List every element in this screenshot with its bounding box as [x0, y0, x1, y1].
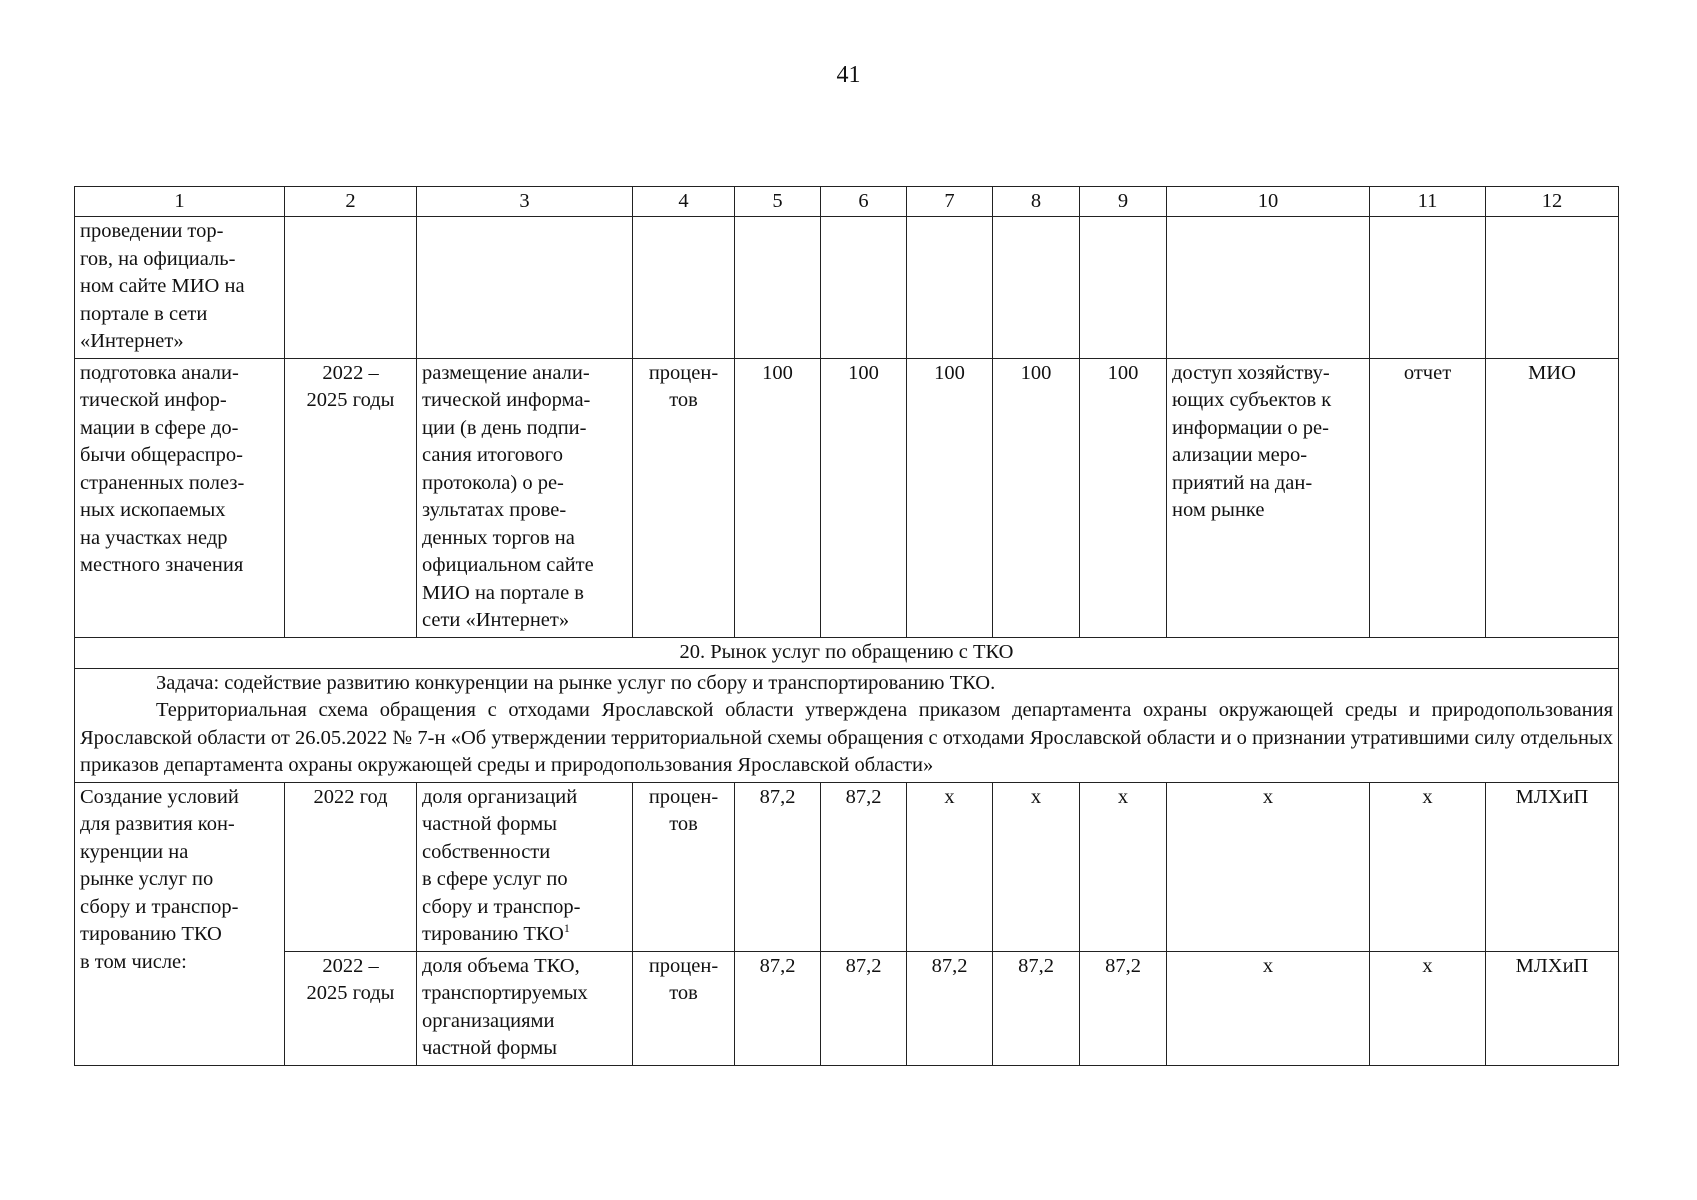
- empty-cell: [1167, 217, 1370, 359]
- header-cell: 1: [75, 187, 285, 217]
- period-cell: 2022 – 2025 годы: [285, 951, 417, 1065]
- empty-cell: [907, 217, 993, 359]
- measure-cell: Создание условий для развития кон- куренции на рынке услуг по сбору и транспор- тированию ТКО в том числе:: [75, 782, 285, 1065]
- table-row: [75, 951, 1619, 1065]
- value-cell: х: [907, 782, 993, 951]
- unit-cell: процен- тов: [633, 951, 735, 1065]
- header-cell: 8: [993, 187, 1080, 217]
- task-row: [75, 668, 1619, 782]
- unit-cell: процен- тов: [633, 358, 735, 637]
- empty-cell: [633, 217, 735, 359]
- value-cell: 100: [735, 358, 821, 637]
- header-row: [75, 187, 1619, 217]
- table-row: [75, 782, 1619, 951]
- value-cell: 87,2: [993, 951, 1080, 1065]
- header-cell: 11: [1370, 187, 1486, 217]
- result-cell: х: [1167, 782, 1370, 951]
- value-cell: 87,2: [735, 782, 821, 951]
- footnote-marker: 1: [563, 921, 570, 936]
- value-cell: 100: [907, 358, 993, 637]
- header-cell: 9: [1080, 187, 1167, 217]
- empty-cell: [1080, 217, 1167, 359]
- empty-cell: [993, 217, 1080, 359]
- executor-cell: МИО: [1486, 358, 1619, 637]
- empty-cell: [1486, 217, 1619, 359]
- header-cell: 4: [633, 187, 735, 217]
- unit-cell: процен- тов: [633, 782, 735, 951]
- value-cell: 87,2: [1080, 951, 1167, 1065]
- document-type-cell: отчет: [1370, 358, 1486, 637]
- header-cell: 5: [735, 187, 821, 217]
- measure-cell: проведении тор- гов, на официаль- ном сайте МИО на портале в сети «Интернет»: [75, 217, 285, 359]
- result-cell: х: [1167, 951, 1370, 1065]
- task-description: [75, 668, 1619, 782]
- value-cell: 87,2: [907, 951, 993, 1065]
- document-type-cell: х: [1370, 782, 1486, 951]
- empty-cell: [821, 217, 907, 359]
- header-cell: 3: [417, 187, 633, 217]
- indicator-cell: [417, 782, 633, 951]
- result-cell: доступ хозяйству- ющих субъектов к информации о ре- ализации меро- приятий на дан- ном рынке: [1167, 358, 1370, 637]
- indicator-text: доля организаций частной формы собственности в сфере услуг по сбору и транспор- тированию ТКО: [422, 785, 581, 945]
- measure-cell: подготовка анали- тической инфор- мации в сфере до- бычи общераспро- страненных полез- ных ископаемых на участках недр местного значения: [75, 358, 285, 637]
- page-number: 41: [836, 62, 861, 88]
- executor-cell: МЛХиП: [1486, 951, 1619, 1065]
- task-text: Задача: содействие развитию конкуренции на рынке услуг по сбору и транспортированию ТКО.: [156, 671, 996, 694]
- value-cell: 87,2: [735, 951, 821, 1065]
- document-type-cell: х: [1370, 951, 1486, 1065]
- table-row: [75, 217, 1619, 359]
- value-cell: 87,2: [821, 951, 907, 1065]
- section-title: 20. Рынок услуг по обращению с ТКО: [75, 637, 1619, 668]
- value-cell: х: [1080, 782, 1167, 951]
- scheme-note: Территориальная схема обращения с отходами Ярославской области утверждена приказом департамента охраны окружающей среды и природопользования Ярославской области от 26.05.2022 № 7-н «Об утверждении территориальной схемы обращения с отходами Ярославской области и о признании утратившими силу отдельных приказов департамента охраны окружающей среды и природопользования Ярославской области»: [80, 699, 1613, 776]
- measures-table: [74, 186, 1619, 1066]
- executor-cell: МЛХиП: [1486, 782, 1619, 951]
- header-cell: 6: [821, 187, 907, 217]
- period-cell: 2022 год: [285, 782, 417, 951]
- indicator-cell: доля объема ТКО, транспортируемых организациями частной формы: [417, 951, 633, 1065]
- value-cell: 100: [1080, 358, 1167, 637]
- header-cell: 10: [1167, 187, 1370, 217]
- value-cell: 100: [993, 358, 1080, 637]
- period-cell: 2022 – 2025 годы: [285, 358, 417, 637]
- table-row: [75, 358, 1619, 637]
- value-cell: 87,2: [821, 782, 907, 951]
- header-cell: 12: [1486, 187, 1619, 217]
- header-cell: 2: [285, 187, 417, 217]
- empty-cell: [1370, 217, 1486, 359]
- empty-cell: [285, 217, 417, 359]
- indicator-cell: размещение анали- тической информа- ции (в день подпи- сания итогового протокола) о ре- зультатах прове- денных торгов на официальном сайте МИО на портале в сети «Интернет»: [417, 358, 633, 637]
- value-cell: х: [993, 782, 1080, 951]
- header-cell: 7: [907, 187, 993, 217]
- empty-cell: [417, 217, 633, 359]
- empty-cell: [735, 217, 821, 359]
- value-cell: 100: [821, 358, 907, 637]
- section-title-row: [75, 637, 1619, 668]
